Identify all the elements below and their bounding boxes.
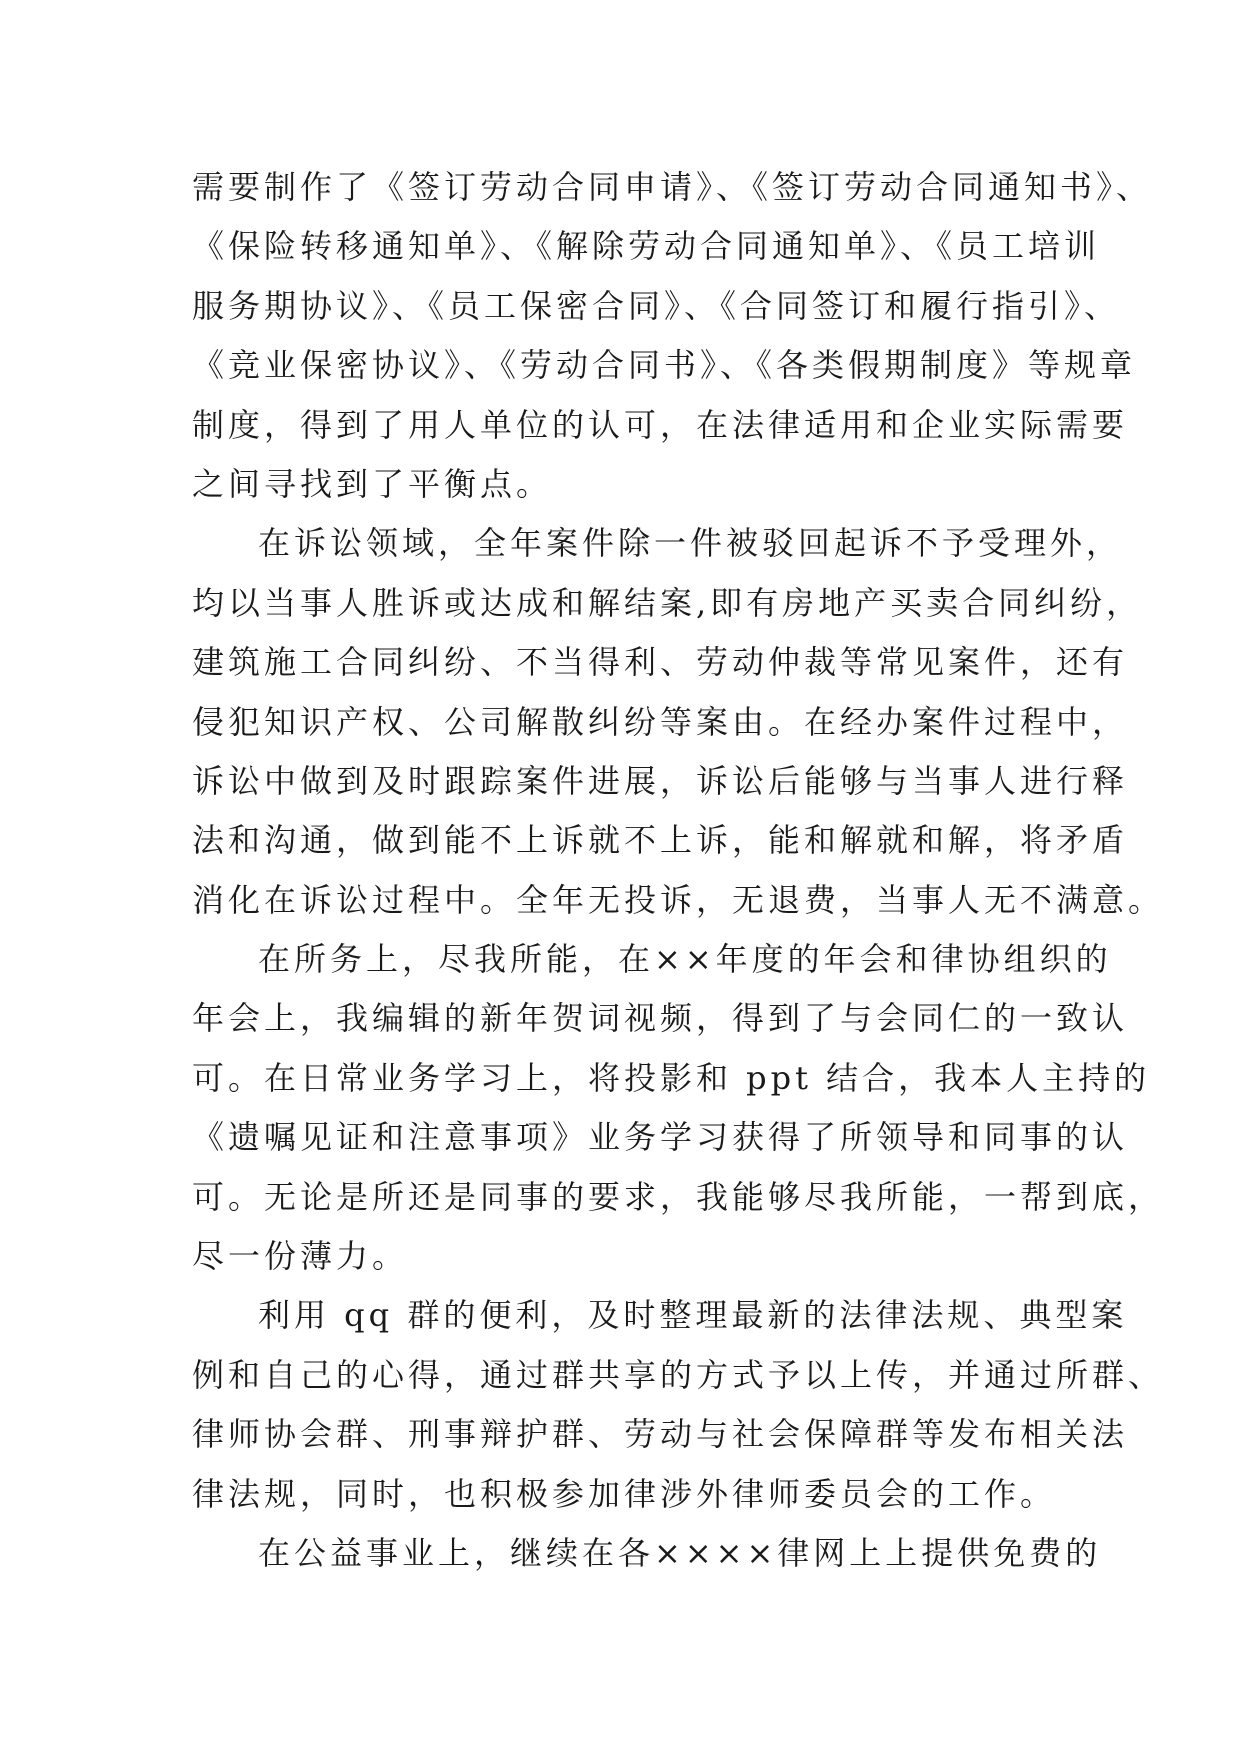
text-line: 诉讼中做到及时跟踪案件进展，诉讼后能够与当事人进行释	[192, 761, 1129, 800]
text-line: 可。无论是所还是同事的要求，我能够尽我所能，一帮到底，	[192, 1177, 1165, 1216]
text-line: 侵犯知识产权、公司解散纠纷等案由。在经办案件过程中，	[192, 702, 1129, 741]
text-line: 律师协会群、刑事辩护群、劳动与社会保障群等发布相关法	[192, 1415, 1129, 1454]
text-line: 均以当事人胜诉或达成和解结案,即有房地产买卖合同纠纷，	[192, 583, 1143, 622]
text-line: 可。在日常业务学习上，将投影和 ppt 结合，我本人主持的	[192, 1058, 1151, 1097]
text-line: 年会上，我编辑的新年贺词视频，得到了与会同仁的一致认	[192, 999, 1129, 1038]
text-line: 《竞业保密协议》、《劳动合同书》、《各类假期制度》等规章	[192, 346, 1137, 385]
text-line: 《保险转移通知单》、《解除劳动合同通知单》、《员工培训	[192, 227, 1101, 266]
text-line: 法和沟通，做到能不上诉就不上诉，能和解就和解，将矛盾	[192, 821, 1129, 860]
document-body	[192, 158, 1165, 1583]
text-line: 需要制作了《签订劳动合同申请》、《签订劳动合同通知书》、	[192, 168, 1153, 206]
text-line: 制度，得到了用人单位的认可，在法律适用和企业实际需要	[192, 405, 1129, 444]
text-line: 律法规，同时，也积极参加律涉外律师委员会的工作。	[192, 1474, 1057, 1513]
paragraph-first-line: 在公益事业上，继续在各××××律网上上提供免费的	[258, 1533, 1102, 1572]
text-line: 消化在诉讼过程中。全年无投诉，无退费，当事人无不满意。	[192, 880, 1165, 919]
text-line: 之间寻找到了平衡点。	[192, 464, 553, 503]
text-line: 《遗嘱见证和注意事项》业务学习获得了所领导和同事的认	[192, 1118, 1129, 1157]
text-line: 例和自己的心得，通过群共享的方式予以上传，并通过所群、	[192, 1355, 1165, 1394]
text-line: 建筑施工合同纠纷、不当得利、劳动仲裁等常见案件，还有	[192, 643, 1129, 682]
text-line: 服务期协议》、《员工保密合同》、《合同签订和履行指引》、	[192, 286, 1121, 325]
paragraph-first-line: 利用 qq 群的便利，及时整理最新的法律法规、典型案	[258, 1296, 1128, 1335]
paragraph-first-line: 在诉讼领域，全年案件除一件被驳回起诉不予受理外，	[258, 524, 1123, 563]
paragraph-first-line: 在所务上，尽我所能，在××年度的年会和律协组织的	[258, 940, 1112, 979]
text-line: 尽一份薄力。	[192, 1237, 409, 1276]
